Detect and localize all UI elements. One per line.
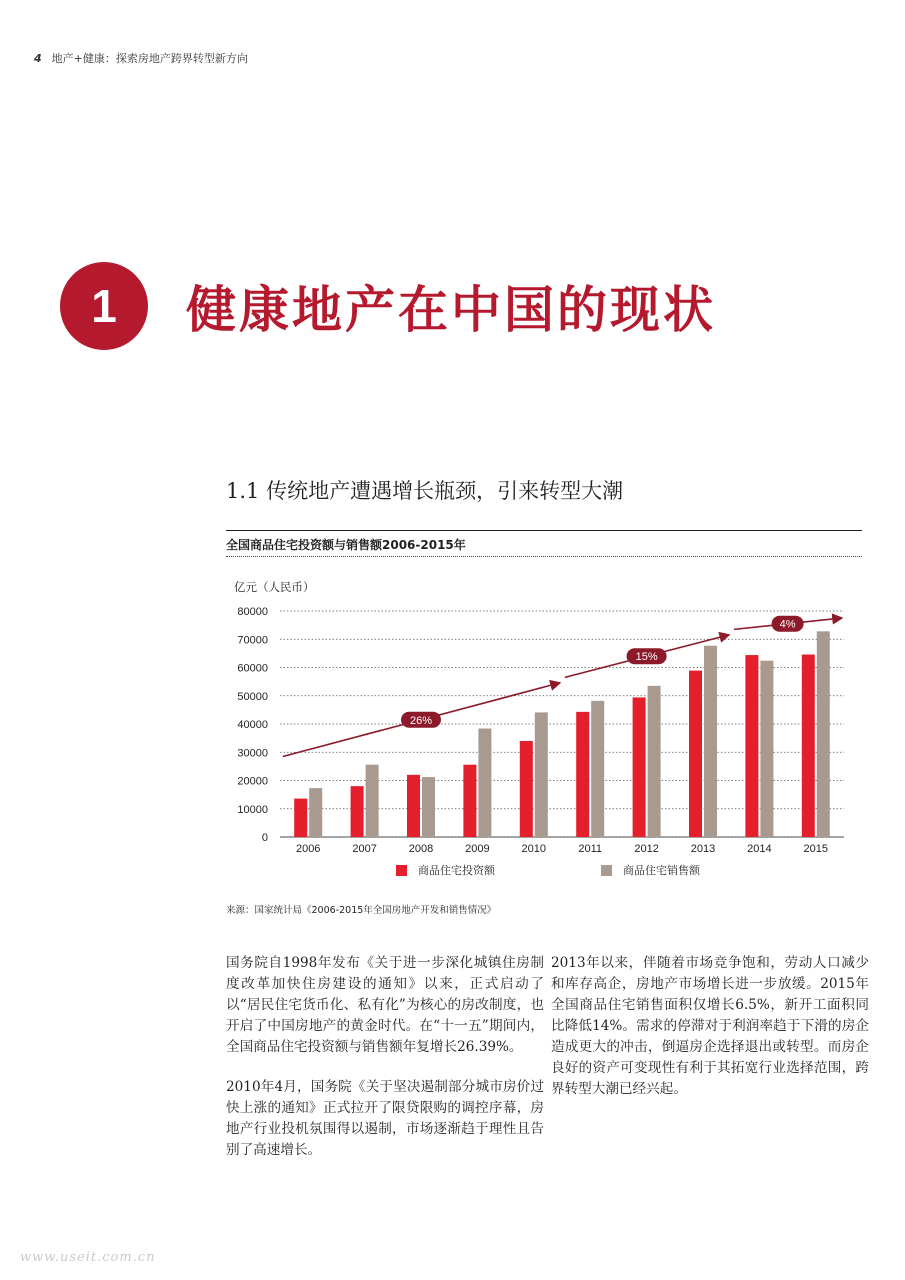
section-heading: 1.1 传统地产遭遇增长瓶颈，引来转型大潮 (226, 479, 624, 503)
x-tick-label: 2007 (352, 843, 377, 855)
x-tick-label: 2008 (408, 843, 434, 855)
watermark-text: www.useit.com.cn (20, 1250, 156, 1265)
y-tick-label: 40000 (237, 719, 268, 731)
body-paragraph: 2013年以来，伴随着市场竞争饱和，劳动人口减少和库存高企，房地产市场增长进一步放缓。2015年全国商品住宅销售面积仅增长6.5%，新开工面积同比降低14%。需求的停滞对于利润率趋于下滑的房企造成更大的冲击，倒逼房企选择退出或转型。而房企良好的资产可变现性有利于其拓宽行业选择范围，跨界转型大潮已经兴起。 (551, 955, 869, 1097)
page-number: 4 (34, 52, 42, 65)
bar-sales (591, 701, 604, 837)
y-tick-label: 60000 (237, 662, 268, 675)
bar-sales (535, 712, 548, 837)
bar-sales (422, 777, 435, 837)
body-paragraph: 2010年4月，国务院《关于坚决遏制部分城市房价过快上涨的通知》正式拉开了限贷限购的调控序幕，房地产行业投机氛围得以遏制，市场逐渐趋于理性且告别了高速增长。 (226, 1079, 544, 1158)
chart-source-note: 来源：国家统计局《2006-2015年全国房地产开发和销售情况》 (226, 905, 497, 916)
bar-investment (576, 712, 589, 837)
bar-sales (648, 686, 661, 837)
chart-title-divider (226, 556, 862, 557)
x-tick-label: 2013 (690, 843, 716, 855)
x-tick-label: 2009 (465, 843, 490, 855)
y-tick-label: 0 (261, 832, 268, 844)
running-title: 地产+健康：探索房地产跨界转型新方向 (51, 52, 248, 65)
legend-label-sales: 商品住宅销售额 (623, 865, 700, 877)
y-tick-label: 70000 (237, 634, 268, 647)
body-column-left (226, 953, 544, 1180)
growth-rate-label: 15% (635, 651, 658, 664)
bar-chart (226, 572, 862, 892)
bar-sales (309, 788, 322, 837)
legend-swatch-sales (601, 865, 612, 876)
bar-investment (294, 799, 307, 837)
body-paragraph: 国务院自1998年发布《关于进一步深化城镇住房制度改革加快住房建设的通知》以来，正式启动了以“居民住宅货币化、私有化”为核心的房改制度，也开启了中国房地产的黄金时代。在“十一五”期间内，全国商品住宅投资额与销售额年复增长26.39%。 (226, 955, 544, 1055)
y-tick-label: 80000 (237, 606, 268, 618)
y-tick-label: 20000 (237, 775, 268, 788)
bar-investment (689, 671, 702, 837)
bar-investment (463, 765, 476, 837)
y-tick-label: 10000 (237, 803, 268, 816)
bar-sales (366, 765, 379, 837)
chapter-title: 健康地产在中国的现状 (186, 280, 716, 339)
running-header (34, 50, 248, 66)
bar-sales (760, 661, 773, 837)
growth-rate-label: 4% (779, 618, 796, 631)
bar-sales (817, 631, 830, 837)
bar-sales (478, 729, 491, 837)
bar-sales (704, 646, 717, 837)
bar-investment (351, 786, 364, 837)
y-axis-label: 亿元（人民币） (234, 582, 315, 594)
legend-swatch-investment (396, 865, 407, 876)
bar-investment (633, 697, 646, 837)
x-tick-label: 2015 (803, 843, 829, 855)
y-tick-label: 30000 (237, 747, 268, 760)
x-tick-label: 2012 (634, 843, 659, 855)
bar-investment (745, 655, 758, 837)
chart-top-rule (226, 530, 862, 531)
x-tick-label: 2011 (578, 843, 603, 855)
x-tick-label: 2006 (295, 843, 321, 855)
bar-investment (520, 741, 533, 837)
legend-label-investment: 商品住宅投资额 (418, 865, 495, 877)
y-tick-label: 50000 (237, 690, 268, 703)
bar-investment (407, 775, 420, 837)
bar-investment (802, 655, 815, 837)
chart-title: 全国商品住宅投资额与销售额2006-2015年 (226, 538, 466, 552)
growth-rate-label: 26% (409, 714, 433, 727)
body-column-right (551, 953, 869, 1119)
chapter-number-badge: 1 (60, 262, 148, 350)
x-tick-label: 2010 (521, 843, 547, 855)
x-tick-label: 2014 (747, 843, 772, 855)
